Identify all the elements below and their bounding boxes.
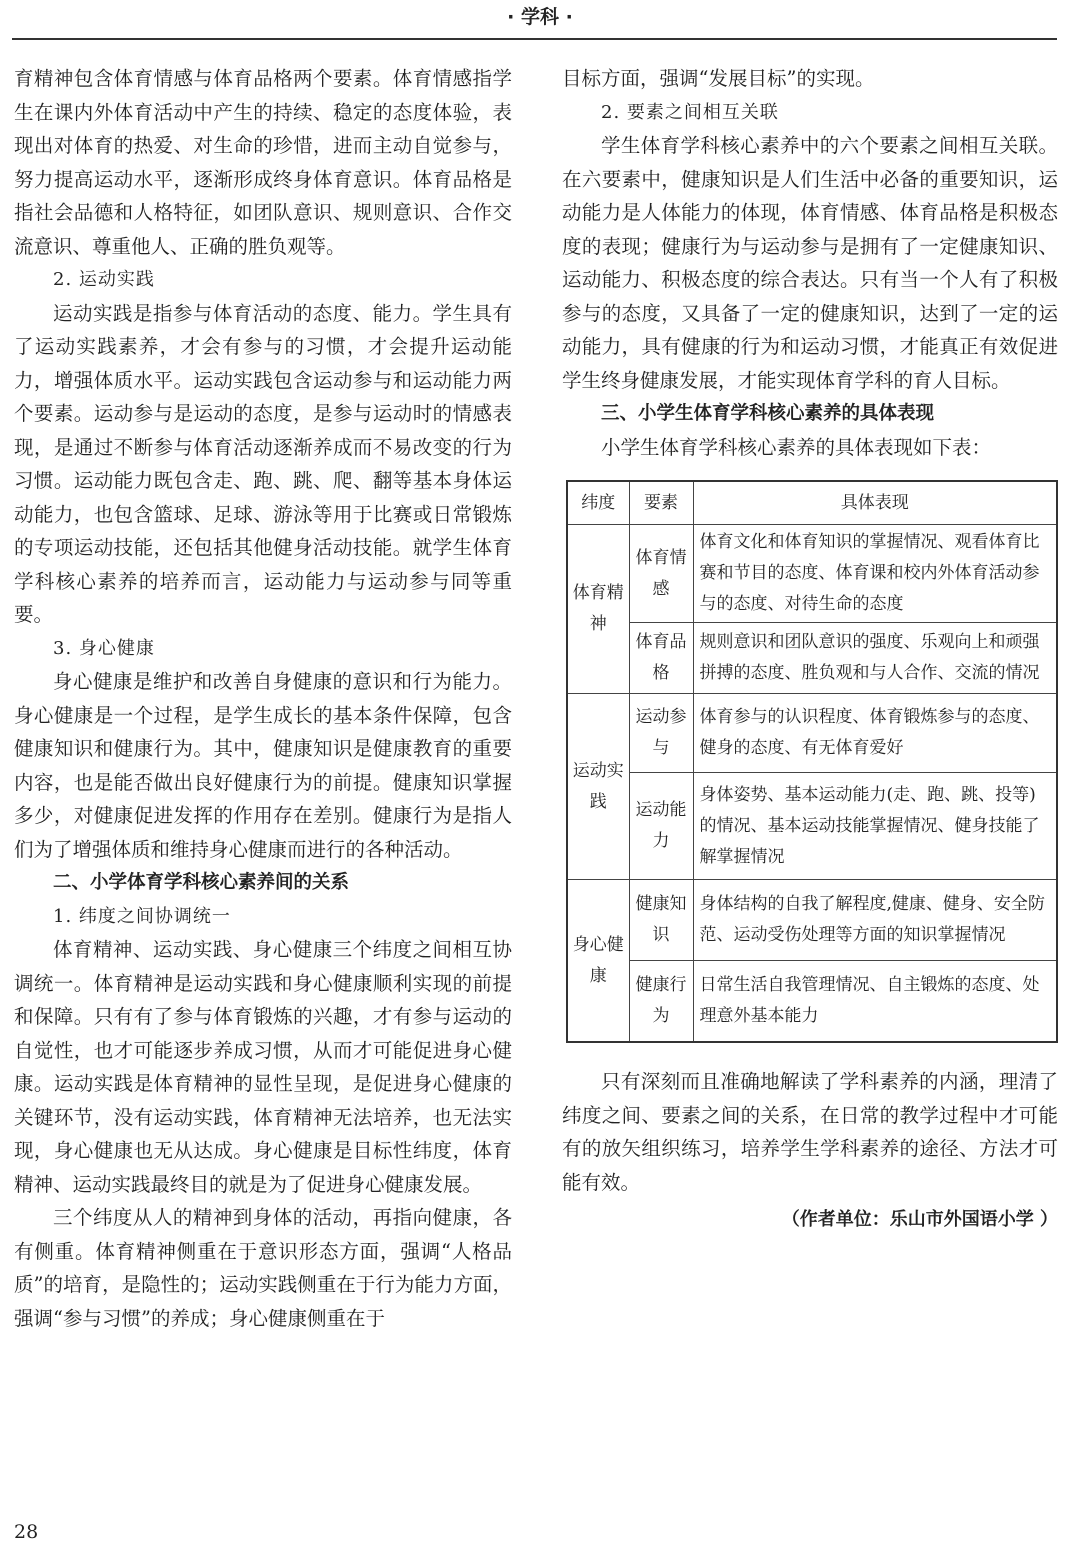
element-cell: 体育情感 (629, 525, 693, 623)
subheading-coordination: 1. 纬度之间协调统一 (53, 905, 231, 927)
paragraph-table-intro: 小学生体育学科核心素养的具体表现如下表： (601, 435, 992, 459)
description-cell: 规则意识和团队意识的强度、乐观向上和顽强拼搏的态度、胜负观和与人合作、交流的情况 (693, 623, 1057, 694)
header-element: 要素 (629, 481, 693, 525)
header-rule (12, 38, 1057, 40)
page-number: 28 (14, 1521, 39, 1543)
section-two-title: 二、小学体育学科核心素养间的关系 (53, 872, 350, 893)
subheading-health: 3. 身心健康 (53, 637, 155, 659)
description-cell: 体育参与的认识程度、体育锻炼参与的态度、健身的态度、有无体育爱好 (693, 694, 1057, 773)
description-cell: 日常生活自我管理情况、自主锻炼的态度、处理意外基本能力 (693, 961, 1057, 1043)
section-header: · 学科 · (507, 6, 573, 28)
table-row (567, 961, 1057, 1043)
table-row (567, 623, 1057, 694)
subheading-sport-practice: 2. 运动实践 (53, 269, 155, 290)
description-cell: 体育文化和体育知识的掌握情况、观看体育比赛和节目的态度、体育课和校内外体育活动参与的态度、对待生命的态度 (693, 525, 1057, 623)
dimension-cell: 身心健康 (567, 880, 629, 1043)
author-affiliation: （作者单位：乐山市外国语小学 ） (781, 1209, 1058, 1230)
section-three-title: 三、小学生体育学科核心素养的具体表现 (601, 403, 935, 424)
paragraph-relation: 学生体育学科核心素养中的六个要素之间相互关联。在六要素中，健康知识是人们生活中必备的重要知识，运动能力是人体能力的体现，体育情感、体育品格是积极态度的表现；健康行为与运动参与是拥有了一定健康知识、运动能力、积极态度的综合表达。只有当一个人有了积极参与的态度，又具备了一定的健康知识，达到了一定的运动能力，具有健康的行为和运动习惯，才能真正有效促进学生终身健康发展，才能实现体育学科的育人目标。 (562, 134, 1058, 392)
element-cell: 体育品格 (629, 623, 693, 694)
table-row (567, 880, 1057, 961)
core-literacy-table (566, 480, 1058, 1043)
dimension-cell: 体育精神 (567, 525, 629, 694)
paragraph-coordination: 体育精神、运动实践、身心健康三个纬度之间相互协调统一。体育精神是运动实践和身心健康顺利实现的前提和保障。只有有了参与体育锻炼的兴趣，才有参与运动的自觉性，也才可能逐步养成习惯，从而才可能促进身心健康。运动实践是体育精神的显性呈现，是促进身心健康的关键环节，没有运动实践，体育精神无法培养，也无法实现，身心健康也无从达成。身心健康是目标性纬度，体育精神、运动实践最终目的就是为了促进身心健康发展。 (14, 938, 512, 1196)
table-row (567, 525, 1057, 623)
description-cell: 身体姿势、基本运动能力(走、跑、跳、投等)的情况、基本运动技能掌握情况、健身技能了解掌握情况 (693, 773, 1057, 880)
table-row (567, 694, 1057, 773)
header-description: 具体表现 (693, 481, 1057, 525)
element-cell: 健康行为 (629, 961, 693, 1043)
element-cell: 健康知识 (629, 880, 693, 961)
element-cell: 运动参与 (629, 694, 693, 773)
element-cell: 运动能力 (629, 773, 693, 880)
paragraph-goal-cont: 目标方面，强调“发展目标”的实现。 (562, 67, 875, 90)
paragraph-focus: 三个纬度从人的精神到身体的活动，再指向健康，各有侧重。体育精神侧重在于意识形态方面，强调“人格品质”的培育，是隐性的；运动实践侧重在于行为能力方面，强调“参与习惯”的养成；身心健康侧重在于 (14, 1206, 512, 1330)
header-dimension: 纬度 (567, 481, 629, 525)
left-column (14, 62, 512, 1335)
right-column (562, 62, 1058, 1237)
paragraph-health: 身心健康是维护和改善自身健康的意识和行为能力。身心健康是一个过程，是学生成长的基本条件保障，包含健康知识和健康行为。其中，健康知识是健康教育的重要内容，也是能否做出良好健康行为的前提。健康知识掌握多少，对健康促进发挥的作用存在差别。健康行为是指人们为了增强体质和维持身心健康而进行的各种活动。 (14, 670, 512, 861)
description-cell: 身体结构的自我了解程度,健康、健身、安全防范、运动受伤处理等方面的知识掌握情况 (693, 880, 1057, 961)
paragraph-sport-practice: 运动实践是指参与体育活动的态度、能力。学生具有了运动实践素养，才会有参与的习惯，才会提升运动能力，增强体质水平。运动实践包含运动参与和运动能力两个要素。运动参与是运动的态度，是参与运动时的情感表现，是通过不断参与体育活动逐渐养成而不易改变的行为习惯。运动能力既包含走、跑、跳、爬、翻等基本身体运动能力，也包含篮球、足球、游泳等用于比赛或日常锻炼的专项运动技能，还包括其他健身活动技能。就学生体育学科核心素养的培养而言，运动能力与运动参与同等重要。 (14, 301, 512, 626)
table-row (567, 773, 1057, 880)
dimension-cell: 运动实践 (567, 694, 629, 880)
paragraph-sport-spirit-cont: 育精神包含体育情感与体育品格两个要素。体育情感指学生在课内外体育活动中产生的持续、稳定的态度体验，表现出对体育的热爱、对生命的珍惜，进而主动自觉参与，努力提高运动水平，逐渐形成终身体育意识。体育品格是指社会品德和人格特征，如团队意识、规则意识、合作交流意识、尊重他人、正确的胜负观等。 (14, 67, 512, 258)
paragraph-conclusion: 只有深刻而且准确地解读了学科素养的内涵，理清了纬度之间、要素之间的关系，在日常的教学过程中才可能有的放矢组织练习，培养学生学科素养的途径、方法才可能有效。 (562, 1070, 1058, 1194)
subheading-relation: 2. 要素之间相互关联 (601, 101, 779, 123)
